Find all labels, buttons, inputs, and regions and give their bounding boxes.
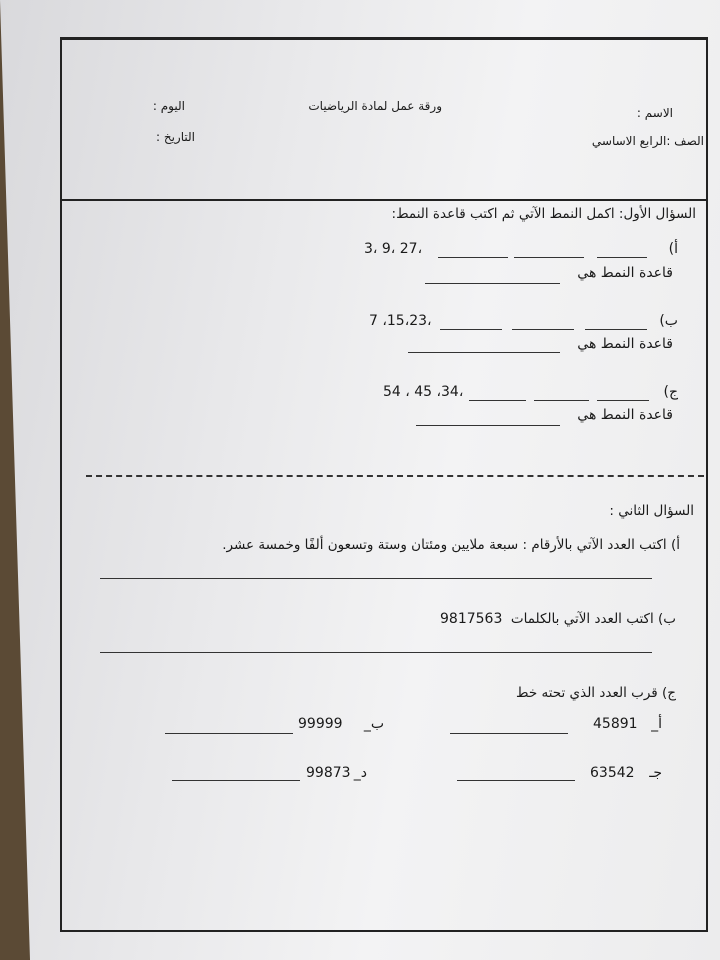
q1-a-sequence: 3، 9، 27، xyxy=(364,241,423,257)
q1-title: السؤال الأول: اكمل النمط الآتي ثم اكتب قاعدة النمط: xyxy=(391,206,696,222)
q1-c-rule-blank[interactable] xyxy=(416,425,560,426)
q1-a-rule-blank[interactable] xyxy=(425,283,560,284)
q1-c-blank-3[interactable] xyxy=(469,400,526,401)
round-a-blank[interactable] xyxy=(450,733,568,734)
q2-part-c: ج) قرب العدد الذي تحته خط xyxy=(516,685,676,701)
q1-b-blank-1[interactable] xyxy=(585,329,647,330)
q2-part-a: أ) اكتب العدد الآتي بالأرقام : سبعة ملايين ومئتان وستة وتسعون ألفًا وخمسة عشر. xyxy=(222,537,680,553)
round-c-label: جـ xyxy=(649,765,662,781)
q1-b-blank-3[interactable] xyxy=(440,329,502,330)
worksheet-frame xyxy=(60,37,708,932)
q1-item-a-label: أ) xyxy=(668,241,678,257)
round-d-blank[interactable] xyxy=(172,780,300,781)
q1-b-rule-blank[interactable] xyxy=(408,352,560,353)
q2-b-answer-line[interactable] xyxy=(100,652,652,653)
q1-b-rule-label: قاعدة النمط هي xyxy=(577,336,673,352)
q1-b-blank-2[interactable] xyxy=(512,329,574,330)
q1-c-blank-2[interactable] xyxy=(534,400,589,401)
round-b-blank[interactable] xyxy=(165,733,293,734)
date-label: التاريخ : xyxy=(155,130,195,144)
q2-a-answer-line[interactable] xyxy=(100,578,652,579)
day-label: اليوم : xyxy=(152,99,185,113)
q1-a-blank-3[interactable] xyxy=(438,257,508,258)
header-divider xyxy=(60,199,706,201)
round-b-label: ب_ xyxy=(363,716,384,732)
q1-a-blank-1[interactable] xyxy=(597,257,647,258)
section-divider xyxy=(86,475,704,477)
round-c-number: 63542 xyxy=(590,765,635,781)
class-label: الصف :الرابع الاساسي xyxy=(591,134,704,148)
round-c-blank[interactable] xyxy=(457,780,575,781)
round-a-number: 45891 xyxy=(593,716,638,732)
round-d-label: د_ xyxy=(353,765,367,781)
q2-part-b-number: 9817563 xyxy=(440,611,503,627)
round-d-number: 99873 xyxy=(306,765,351,781)
q1-a-rule-label: قاعدة النمط هي xyxy=(577,265,673,281)
q1-c-rule-label: قاعدة النمط هي xyxy=(577,407,673,423)
round-a-label: أ_ xyxy=(651,716,662,732)
q2-part-b-label: ب) اكتب العدد الآتي بالكلمات xyxy=(510,611,676,627)
q1-a-blank-2[interactable] xyxy=(514,257,584,258)
q1-item-c-label: ج) xyxy=(663,384,678,400)
round-b-number: 99999 xyxy=(298,716,343,732)
q1-b-sequence: 7 ،15،23، xyxy=(369,313,432,329)
q2-title: السؤال الثاني : xyxy=(609,503,694,519)
q1-item-b-label: ب) xyxy=(659,313,678,329)
worksheet-title: ورقة عمل لمادة الرياضيات xyxy=(308,99,442,113)
name-label: الاسم : xyxy=(636,106,673,120)
q1-c-blank-1[interactable] xyxy=(597,400,649,401)
q1-c-sequence: 54 ، 45 ،34، xyxy=(383,384,464,400)
